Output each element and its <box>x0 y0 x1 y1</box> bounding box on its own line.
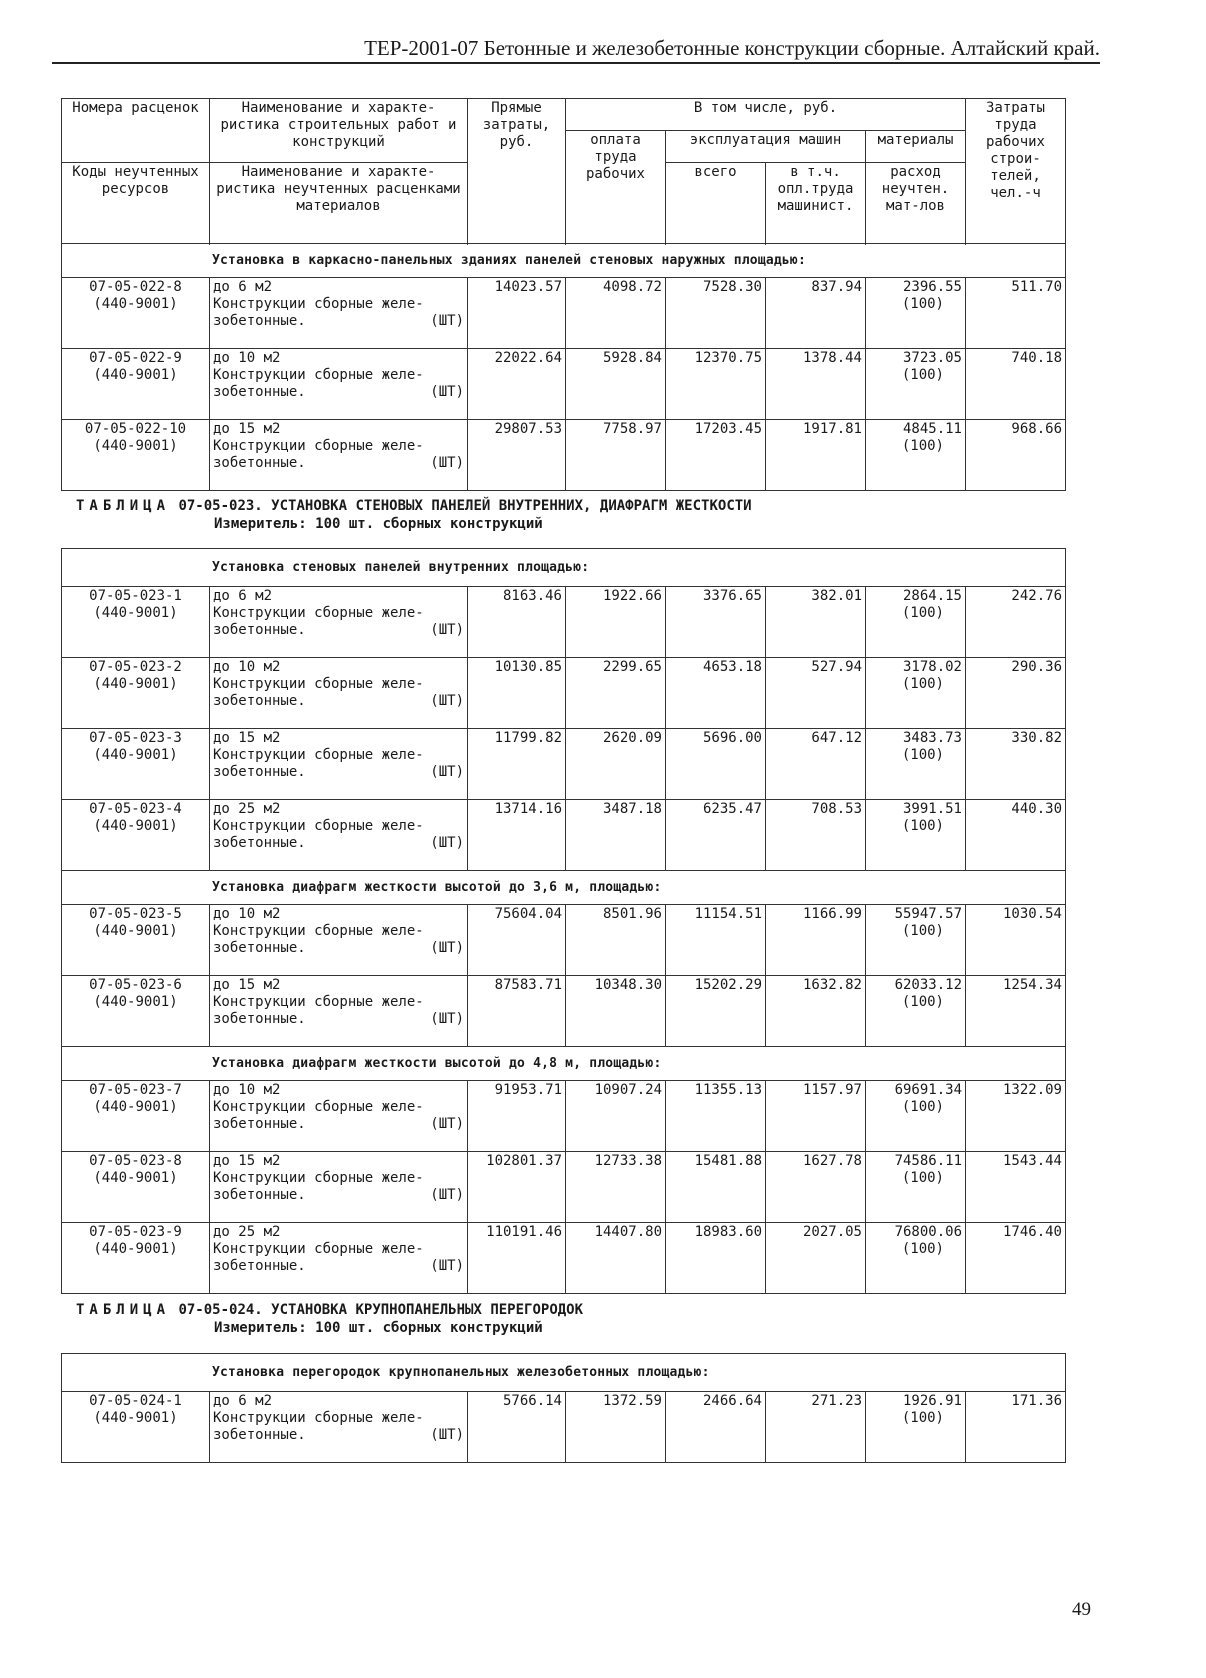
caption-unit: Измеритель: 100 шт. сборных конструкций <box>214 516 543 532</box>
table-row <box>62 1081 1066 1152</box>
direct-cost: 8163.46 <box>468 587 566 658</box>
caption-line <box>76 497 752 515</box>
section-title: Установка диафрагм жесткости высотой до 4,8 м, площадью: <box>62 1047 1066 1081</box>
resource-code: (440-9001) <box>93 747 178 763</box>
material-unit: (ШТ) <box>430 455 464 471</box>
material-cost-cell <box>866 1223 966 1294</box>
table-row <box>62 800 1066 871</box>
rate-code-cell <box>62 800 210 871</box>
labor-cost: 740.18 <box>966 349 1066 420</box>
direct-cost: 11799.82 <box>468 729 566 800</box>
material-unit-line <box>213 313 464 330</box>
material-quantity: (100) <box>901 994 944 1010</box>
size-label: до 10 м2 <box>213 659 281 675</box>
machinist-wage: 1917.81 <box>766 420 866 491</box>
wage-cost: 2299.65 <box>566 658 666 729</box>
resource-code: (440-9001) <box>93 923 178 939</box>
rate-code: 07-05-024-1 <box>89 1393 182 1409</box>
wage-cost: 4098.72 <box>566 278 666 349</box>
rate-code-cell <box>62 1223 210 1294</box>
rate-code: 07-05-023-7 <box>89 1082 182 1098</box>
section-title: Установка перегородок крупнопанельных железобетонных площадью: <box>62 1354 1066 1392</box>
material-unit: (ШТ) <box>430 1116 464 1132</box>
machine-cost: 18983.60 <box>666 1223 766 1294</box>
size-label: до 10 м2 <box>213 1082 281 1098</box>
material-quantity: (100) <box>901 605 944 621</box>
work-name-cell <box>210 905 468 976</box>
material-name-end: зобетонные. <box>213 1011 306 1027</box>
material-name-end: зобетонные. <box>213 835 306 851</box>
table-row <box>62 278 1066 349</box>
wage-cost: 7758.97 <box>566 420 666 491</box>
material-quantity: (100) <box>901 747 944 763</box>
material-unit-line <box>213 1427 464 1444</box>
wage-cost: 10907.24 <box>566 1081 666 1152</box>
section-row <box>62 871 1066 905</box>
material-cost: 62033.12 <box>894 977 962 993</box>
work-name-cell <box>210 1152 468 1223</box>
size-label: до 15 м2 <box>213 977 281 993</box>
header-code-bottom: Коды неучтенных ресурсов <box>62 163 210 244</box>
resource-code: (440-9001) <box>93 676 178 692</box>
wage-cost: 10348.30 <box>566 976 666 1047</box>
material-unit-line <box>213 384 464 401</box>
machinist-wage: 527.94 <box>766 658 866 729</box>
material-name: Конструкции сборные желе- <box>213 438 424 454</box>
material-cost: 76800.06 <box>894 1224 962 1240</box>
table-caption <box>76 1301 583 1337</box>
labor-cost: 968.66 <box>966 420 1066 491</box>
machinist-wage: 1378.44 <box>766 349 866 420</box>
size-label: до 6 м2 <box>213 588 273 604</box>
table-row <box>62 587 1066 658</box>
rates-table <box>61 548 1066 1294</box>
table-row <box>62 1152 1066 1223</box>
material-cost: 1926.91 <box>902 1393 962 1409</box>
caption-title: 07-05-023. УСТАНОВКА СТЕНОВЫХ ПАНЕЛЕЙ ВНУТРЕННИХ, ДИАФРАГМ ЖЕСТКОСТИ <box>178 498 752 514</box>
labor-cost: 1030.54 <box>966 905 1066 976</box>
direct-cost: 110191.46 <box>468 1223 566 1294</box>
material-cost-cell <box>866 800 966 871</box>
machine-cost: 15202.29 <box>666 976 766 1047</box>
rate-code-cell <box>62 278 210 349</box>
resource-code: (440-9001) <box>93 1241 178 1257</box>
material-name: Конструкции сборные желе- <box>213 1410 424 1426</box>
work-name-cell <box>210 278 468 349</box>
rate-code: 07-05-023-8 <box>89 1153 182 1169</box>
size-label: до 6 м2 <box>213 1393 273 1409</box>
work-name-cell <box>210 420 468 491</box>
work-name-cell <box>210 587 468 658</box>
machinist-wage: 1166.99 <box>766 905 866 976</box>
wage-cost: 5928.84 <box>566 349 666 420</box>
rate-code: 07-05-023-9 <box>89 1224 182 1240</box>
machine-cost: 17203.45 <box>666 420 766 491</box>
header-direct: Прямые затраты, руб. <box>468 99 566 244</box>
material-unit: (ШТ) <box>430 384 464 400</box>
machinist-wage: 708.53 <box>766 800 866 871</box>
section-row <box>62 244 1066 278</box>
machinist-wage: 271.23 <box>766 1392 866 1463</box>
material-unit: (ШТ) <box>430 693 464 709</box>
material-name: Конструкции сборные желе- <box>213 1099 424 1115</box>
rate-code-cell <box>62 905 210 976</box>
material-name: Конструкции сборные желе- <box>213 923 424 939</box>
material-unit: (ШТ) <box>430 1011 464 1027</box>
page-header <box>52 36 1100 64</box>
machinist-wage: 1157.97 <box>766 1081 866 1152</box>
rate-code: 07-05-023-2 <box>89 659 182 675</box>
material-unit: (ШТ) <box>430 1187 464 1203</box>
caption-label: ТАБЛИЦА <box>76 498 171 514</box>
rates-table <box>61 98 1066 491</box>
material-unit-line <box>213 1258 464 1275</box>
material-quantity: (100) <box>901 1241 944 1257</box>
header-labor: Затраты труда рабочих строи- телей, чел.-ч <box>966 99 1066 244</box>
size-label: до 25 м2 <box>213 801 281 817</box>
work-name-cell <box>210 800 468 871</box>
resource-code: (440-9001) <box>93 438 178 454</box>
rate-code-cell <box>62 1392 210 1463</box>
rate-code: 07-05-023-3 <box>89 730 182 746</box>
material-name-end: зобетонные. <box>213 1187 306 1203</box>
material-unit-line <box>213 1011 464 1028</box>
wage-cost: 14407.80 <box>566 1223 666 1294</box>
material-cost-cell <box>866 905 966 976</box>
machine-cost: 7528.30 <box>666 278 766 349</box>
material-unit: (ШТ) <box>430 764 464 780</box>
machinist-wage: 837.94 <box>766 278 866 349</box>
section-title: Установка стеновых панелей внутренних площадью: <box>62 549 1066 587</box>
table-row <box>62 349 1066 420</box>
header-incl: В том числе, руб. <box>566 99 966 131</box>
machinist-wage: 647.12 <box>766 729 866 800</box>
work-name-cell <box>210 1081 468 1152</box>
material-cost: 3991.51 <box>902 801 962 817</box>
material-unit-line <box>213 693 464 710</box>
material-unit: (ШТ) <box>430 940 464 956</box>
rate-code: 07-05-022-10 <box>84 421 187 437</box>
material-cost-cell <box>866 587 966 658</box>
rates-table <box>61 1353 1066 1463</box>
table-row <box>62 420 1066 491</box>
material-name-end: зобетонные. <box>213 1258 306 1274</box>
wage-cost: 8501.96 <box>566 905 666 976</box>
material-quantity: (100) <box>901 438 944 454</box>
work-name-cell <box>210 976 468 1047</box>
rate-code-cell <box>62 349 210 420</box>
material-cost-cell <box>866 1392 966 1463</box>
material-cost: 2864.15 <box>902 588 962 604</box>
material-cost-cell <box>866 420 966 491</box>
rate-code: 07-05-023-1 <box>89 588 182 604</box>
material-cost: 3178.02 <box>902 659 962 675</box>
section-title: Установка диафрагм жесткости высотой до 3,6 м, площадью: <box>62 871 1066 905</box>
rate-code-cell <box>62 976 210 1047</box>
material-name-end: зобетонные. <box>213 622 306 638</box>
size-label: до 15 м2 <box>213 421 281 437</box>
material-cost: 69691.34 <box>894 1082 962 1098</box>
material-cost: 4845.11 <box>902 421 962 437</box>
direct-cost: 75604.04 <box>468 905 566 976</box>
rate-code: 07-05-023-6 <box>89 977 182 993</box>
page-number: 49 <box>1072 1599 1091 1620</box>
table-caption <box>76 497 752 533</box>
material-name: Конструкции сборные желе- <box>213 1241 424 1257</box>
material-unit: (ШТ) <box>430 1427 464 1443</box>
direct-cost: 22022.64 <box>468 349 566 420</box>
material-cost: 55947.57 <box>894 906 962 922</box>
section-title: Установка в каркасно-панельных зданиях панелей стеновых наружных площадью: <box>62 244 1066 278</box>
material-quantity: (100) <box>901 818 944 834</box>
material-cost-cell <box>866 1081 966 1152</box>
direct-cost: 29807.53 <box>468 420 566 491</box>
table-row <box>62 729 1066 800</box>
labor-cost: 440.30 <box>966 800 1066 871</box>
section-row <box>62 1047 1066 1081</box>
material-cost: 3723.05 <box>902 350 962 366</box>
machine-cost: 11355.13 <box>666 1081 766 1152</box>
machinist-wage: 1632.82 <box>766 976 866 1047</box>
wage-cost: 12733.38 <box>566 1152 666 1223</box>
wage-cost: 1372.59 <box>566 1392 666 1463</box>
material-cost: 74586.11 <box>894 1153 962 1169</box>
rate-code-cell <box>62 729 210 800</box>
material-cost-cell <box>866 976 966 1047</box>
material-name-end: зобетонные. <box>213 764 306 780</box>
material-quantity: (100) <box>901 1099 944 1115</box>
caption-unit: Измеритель: 100 шт. сборных конструкций <box>214 1320 543 1336</box>
material-cost: 3483.73 <box>902 730 962 746</box>
machine-cost: 6235.47 <box>666 800 766 871</box>
size-label: до 15 м2 <box>213 730 281 746</box>
header-title: ТЕР-2001-07 Бетонные и железобетонные конструкции сборные. Алтайский край. <box>364 36 1100 60</box>
rate-code: 07-05-023-4 <box>89 801 182 817</box>
labor-cost: 1322.09 <box>966 1081 1066 1152</box>
labor-cost: 330.82 <box>966 729 1066 800</box>
material-cost-cell <box>866 349 966 420</box>
size-label: до 10 м2 <box>213 906 281 922</box>
rate-code: 07-05-022-9 <box>89 350 182 366</box>
machine-cost: 15481.88 <box>666 1152 766 1223</box>
machine-cost: 4653.18 <box>666 658 766 729</box>
resource-code: (440-9001) <box>93 1410 178 1426</box>
machinist-wage: 2027.05 <box>766 1223 866 1294</box>
rate-code: 07-05-022-8 <box>89 279 182 295</box>
resource-code: (440-9001) <box>93 1170 178 1186</box>
material-unit-line <box>213 764 464 781</box>
header-mach-total: всего <box>666 163 766 244</box>
material-name: Конструкции сборные желе- <box>213 747 424 763</box>
work-name-cell <box>210 729 468 800</box>
material-name: Конструкции сборные желе- <box>213 1170 424 1186</box>
material-quantity: (100) <box>901 367 944 383</box>
labor-cost: 1254.34 <box>966 976 1066 1047</box>
caption-line <box>76 1301 583 1319</box>
size-label: до 25 м2 <box>213 1224 281 1240</box>
material-unit-line <box>213 455 464 472</box>
header-name-top: Наименование и характе- ристика строительных работ и конструкций <box>210 99 468 163</box>
header-mach-incl: в т.ч. опл.труда машинист. <box>766 163 866 244</box>
wage-cost: 3487.18 <box>566 800 666 871</box>
resource-code: (440-9001) <box>93 367 178 383</box>
work-name-cell <box>210 349 468 420</box>
header-code-top: Номера расценок <box>62 99 210 163</box>
material-cost-cell <box>866 278 966 349</box>
material-name-end: зобетонные. <box>213 693 306 709</box>
header-machines: эксплуатация машин <box>666 131 866 163</box>
direct-cost: 102801.37 <box>468 1152 566 1223</box>
size-label: до 6 м2 <box>213 279 273 295</box>
resource-code: (440-9001) <box>93 818 178 834</box>
machine-cost: 12370.75 <box>666 349 766 420</box>
table-row <box>62 658 1066 729</box>
material-name: Конструкции сборные желе- <box>213 676 424 692</box>
rate-code-cell <box>62 1081 210 1152</box>
material-unit-line <box>213 1187 464 1204</box>
material-name: Конструкции сборные желе- <box>213 367 424 383</box>
labor-cost: 1543.44 <box>966 1152 1066 1223</box>
header-materials: материалы <box>866 131 966 163</box>
material-cost-cell <box>866 1152 966 1223</box>
direct-cost: 5766.14 <box>468 1392 566 1463</box>
material-quantity: (100) <box>901 676 944 692</box>
material-quantity: (100) <box>901 296 944 312</box>
rate-code: 07-05-023-5 <box>89 906 182 922</box>
material-name-end: зобетонные. <box>213 1116 306 1132</box>
resource-code: (440-9001) <box>93 994 178 1010</box>
material-unit: (ШТ) <box>430 622 464 638</box>
resource-code: (440-9001) <box>93 605 178 621</box>
machine-cost: 2466.64 <box>666 1392 766 1463</box>
material-unit: (ШТ) <box>430 835 464 851</box>
table-row <box>62 905 1066 976</box>
work-name-cell <box>210 1392 468 1463</box>
material-unit: (ШТ) <box>430 313 464 329</box>
machine-cost: 5696.00 <box>666 729 766 800</box>
material-name: Конструкции сборные желе- <box>213 818 424 834</box>
material-name-end: зобетонные. <box>213 1427 306 1443</box>
material-name-end: зобетонные. <box>213 384 306 400</box>
header-mat-expense: расход неучтен. мат-лов <box>866 163 966 244</box>
material-unit-line <box>213 835 464 852</box>
material-name-end: зобетонные. <box>213 313 306 329</box>
labor-cost: 290.36 <box>966 658 1066 729</box>
labor-cost: 1746.40 <box>966 1223 1066 1294</box>
size-label: до 15 м2 <box>213 1153 281 1169</box>
machinist-wage: 1627.78 <box>766 1152 866 1223</box>
header-wage: оплата труда рабочих <box>566 131 666 244</box>
size-label: до 10 м2 <box>213 350 281 366</box>
table-row <box>62 1392 1066 1463</box>
material-name: Конструкции сборные желе- <box>213 605 424 621</box>
material-quantity: (100) <box>901 923 944 939</box>
table-row <box>62 1223 1066 1294</box>
header-name-bottom: Наименование и характе- ристика неучтенных расценками материалов <box>210 163 468 244</box>
direct-cost: 91953.71 <box>468 1081 566 1152</box>
material-cost: 2396.55 <box>902 279 962 295</box>
machine-cost: 3376.65 <box>666 587 766 658</box>
machinist-wage: 382.01 <box>766 587 866 658</box>
material-unit: (ШТ) <box>430 1258 464 1274</box>
wage-cost: 1922.66 <box>566 587 666 658</box>
rate-code-cell <box>62 420 210 491</box>
caption-title: 07-05-024. УСТАНОВКА КРУПНОПАНЕЛЬНЫХ ПЕРЕГОРОДОК <box>178 1302 584 1318</box>
header-row <box>62 99 1066 131</box>
work-name-cell <box>210 1223 468 1294</box>
rate-code-cell <box>62 587 210 658</box>
table-row <box>62 976 1066 1047</box>
resource-code: (440-9001) <box>93 1099 178 1115</box>
material-cost-cell <box>866 729 966 800</box>
work-name-cell <box>210 658 468 729</box>
direct-cost: 14023.57 <box>468 278 566 349</box>
material-cost-cell <box>866 658 966 729</box>
resource-code: (440-9001) <box>93 296 178 312</box>
rate-code-cell <box>62 1152 210 1223</box>
section-row <box>62 549 1066 587</box>
material-name: Конструкции сборные желе- <box>213 296 424 312</box>
rate-code-cell <box>62 658 210 729</box>
material-unit-line <box>213 622 464 639</box>
material-name-end: зобетонные. <box>213 455 306 471</box>
wage-cost: 2620.09 <box>566 729 666 800</box>
direct-cost: 87583.71 <box>468 976 566 1047</box>
material-name: Конструкции сборные желе- <box>213 994 424 1010</box>
labor-cost: 242.76 <box>966 587 1066 658</box>
material-name-end: зобетонные. <box>213 940 306 956</box>
material-unit-line <box>213 940 464 957</box>
labor-cost: 511.70 <box>966 278 1066 349</box>
material-unit-line <box>213 1116 464 1133</box>
caption-label: ТАБЛИЦА <box>76 1302 171 1318</box>
direct-cost: 10130.85 <box>468 658 566 729</box>
section-row <box>62 1354 1066 1392</box>
material-quantity: (100) <box>901 1170 944 1186</box>
labor-cost: 171.36 <box>966 1392 1066 1463</box>
machine-cost: 11154.51 <box>666 905 766 976</box>
direct-cost: 13714.16 <box>468 800 566 871</box>
material-quantity: (100) <box>901 1410 944 1426</box>
